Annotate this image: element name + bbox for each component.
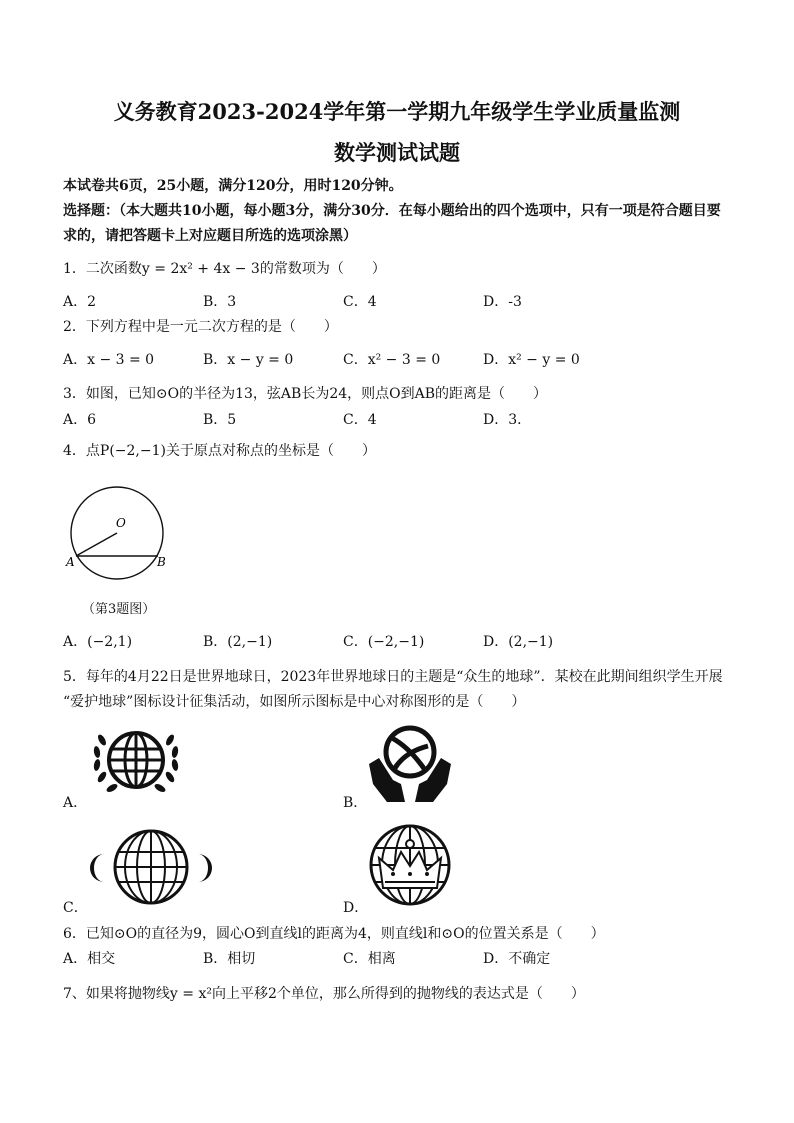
- q5-option-a: A．: [63, 795, 88, 811]
- page-title: 义务教育2023-2024学年第一学期九年级学生学业质量监测: [113, 99, 681, 124]
- q2-option-a: A．x − 3 = 0: [63, 352, 155, 368]
- q3-option-c: C．4: [343, 412, 377, 428]
- q5-option-c: C．: [63, 900, 88, 916]
- q4-option-d: D．(2,−1): [483, 634, 554, 650]
- question-5-stem-line2: “爱护地球”图标设计征集活动，如图所示图标是中心对称图形的是（ ）: [63, 694, 526, 710]
- section-instructions: 选择题：（本大题共10小题，每小题3分，满分30分．在每小题给出的四个选项中，只有一项是符合题目要求的，请把答题卡上对应题目所选的选项涂黑）: [63, 203, 721, 244]
- q1-option-a: A．2: [63, 294, 97, 310]
- q6-option-c: C．相离: [343, 951, 396, 967]
- question-5-stem-line1: 5．每年的4月22日是世界地球日，2023年世界地球日的主题是“众生的地球”．某校在此期间组织学生开展: [63, 669, 723, 685]
- question-3-stem: 3．如图，已知⊙O的半径为13，弦AB长为24，则点O到AB的距离是（ ）: [63, 386, 548, 402]
- question-1-stem: 1．二次函数y = 2x² + 4x − 3的常数项为（ ）: [63, 261, 386, 277]
- q6-option-b: B．相切: [203, 951, 256, 967]
- q5-option-b: B．: [343, 795, 368, 811]
- question-3-figure: [64, 478, 174, 593]
- question-7-stem: 7、如果将抛物线y = x²向上平移2个单位，那么所得到的抛物线的表达式是（ ）: [63, 986, 585, 1002]
- label-b: B: [157, 555, 166, 569]
- label-o: O: [116, 516, 126, 530]
- radius-oa: [76, 533, 117, 556]
- q4-option-a: A．(−2,1): [63, 634, 133, 650]
- q4-option-c: C．(−2,−1): [343, 634, 425, 650]
- figure-3-caption: （第3题图）: [82, 602, 156, 617]
- q2-option-d: D．x² − y = 0: [483, 352, 580, 368]
- q3-option-a: A．6: [63, 412, 97, 428]
- q5-option-d: D．: [343, 900, 369, 916]
- exam-intro: 本试卷共6页，25小题，满分120分，用时120分钟。: [63, 178, 403, 194]
- q4-option-b: B．(2,−1): [203, 634, 273, 650]
- q2-option-b: B．x − y = 0: [203, 352, 294, 368]
- question-2-stem: 2．下列方程中是一元二次方程的是（ ）: [63, 319, 338, 335]
- q1-option-b: B．3: [203, 294, 237, 310]
- globe-laurel-icon: [88, 718, 184, 804]
- q3-option-b: B．5: [203, 412, 237, 428]
- q6-option-d: D．不确定: [483, 951, 551, 967]
- q6-option-a: A．相交: [63, 951, 116, 967]
- q1-option-c: C．4: [343, 294, 377, 310]
- label-a: A: [66, 555, 75, 569]
- q2-option-c: C．x² − 3 = 0: [343, 352, 441, 368]
- question-6-stem: 6．已知⊙O的直径为9，圆心O到直线l的距离为4，则直线l和⊙O的位置关系是（ ）: [63, 926, 605, 942]
- question-4-stem: 4．点P(−2,−1)关于原点对称点的坐标是（ ）: [63, 443, 376, 459]
- globe-hands-icon: [365, 718, 455, 806]
- globe-moons-icon: [86, 824, 216, 910]
- q1-option-d: D．-3: [483, 294, 522, 310]
- page-subtitle: 数学测试试题: [334, 140, 460, 165]
- globe-crown-icon: [367, 822, 453, 908]
- q3-option-d: D．3．: [483, 412, 532, 428]
